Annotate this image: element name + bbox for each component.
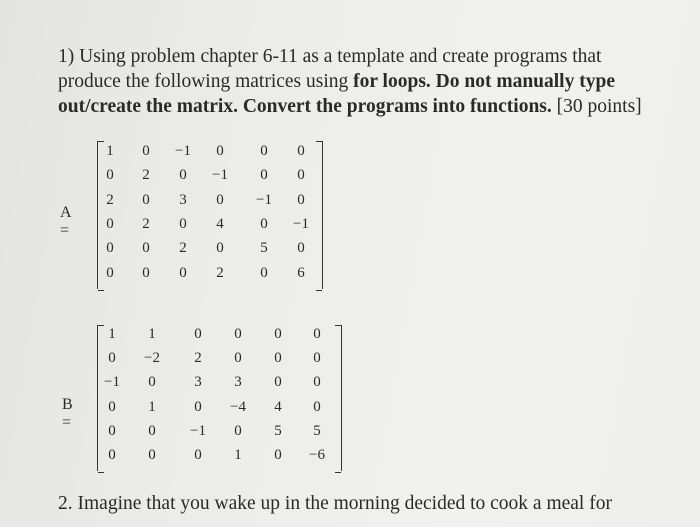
problem-1 (58, 44, 668, 119)
matrix-a-cell-r5-c4: 0 (216, 240, 224, 256)
matrix-a-cell-r6-c3: 0 (179, 265, 187, 281)
matrix-b-cell-r3-c5: 0 (274, 374, 282, 390)
matrix-a-cell-r4-c5: 0 (260, 216, 268, 232)
matrix-a-cell-r1-c2: 0 (142, 143, 150, 159)
matrix-a-cell-r5-c2: 0 (142, 240, 150, 256)
matrix-b-cell-r4-c4: −4 (230, 399, 246, 415)
matrix-b-cell-r5-c6: 5 (313, 423, 321, 439)
matrix-b-cell-r3-c2: 0 (148, 374, 156, 390)
matrix-a-cell-r3-c4: 0 (216, 192, 224, 208)
matrix-a-cell-r1-c5: 0 (260, 143, 268, 159)
problem-2 (58, 491, 698, 516)
matrix-b-cell-r4-c6: 0 (313, 399, 321, 415)
matrix-a-cell-r6-c4: 2 (216, 265, 224, 281)
matrix-a-cell-r2-c5: 0 (260, 167, 268, 183)
matrix-b-cell-r5-c5: 5 (274, 423, 282, 439)
matrix-b-cell-r6-c6: −6 (309, 447, 325, 463)
matrix-a-cell-r4-c1: 0 (106, 216, 114, 232)
matrix-a-cell-r1-c3: −1 (175, 143, 191, 159)
matrix-a-cell-r3-c1: 2 (106, 192, 114, 208)
matrix-b-cell-r1-c4: 0 (234, 326, 242, 342)
matrix-b-label: B = (62, 396, 73, 431)
matrix-b-cell-r1-c2: 1 (148, 326, 156, 342)
matrix-a-cell-r3-c2: 0 (142, 192, 150, 208)
matrix-a-cell-r5-c6: 0 (297, 240, 305, 256)
matrix-b-cell-r4-c5: 4 (274, 399, 282, 415)
matrix-b-cell-r3-c3: 3 (194, 374, 202, 390)
matrix-a-cell-r3-c6: 0 (297, 192, 305, 208)
matrix-b-cell-r3-c4: 3 (234, 374, 242, 390)
problem-2-text: 2. Imagine that you wake up in the morning decided to cook a meal for (58, 493, 612, 514)
matrix-a-cell-r6-c1: 0 (106, 265, 114, 281)
matrix-b-cell-r1-c5: 0 (274, 326, 282, 342)
matrix-a-cell-r4-c6: −1 (293, 216, 309, 232)
matrix-b-cell-r5-c1: 0 (108, 423, 116, 439)
matrix-b-cell-r4-c2: 1 (148, 399, 156, 415)
matrix-b-cell-r2-c2: −2 (144, 350, 160, 366)
matrix-b-cell-r6-c3: 0 (194, 447, 202, 463)
problem-1-instructions-bold: for loops. Do not manually type out/create the matrix. Convert the programs into functions. (58, 71, 615, 117)
matrix-b-cell-r2-c5: 0 (274, 350, 282, 366)
matrix-b-cell-r5-c4: 0 (234, 423, 242, 439)
matrix-a-cell-r3-c5: −1 (256, 192, 272, 208)
matrix-b-cell-r3-c1: −1 (104, 374, 120, 390)
matrix-b-cell-r3-c6: 0 (313, 374, 321, 390)
matrix-a-cell-r1-c6: 0 (297, 143, 305, 159)
matrix-a-cell-r2-c4: −1 (212, 167, 228, 183)
matrix-a-cell-r2-c6: 0 (297, 167, 305, 183)
matrix-b (97, 325, 342, 471)
matrix-a-cell-r5-c3: 2 (179, 240, 187, 256)
matrix-b-cell-r2-c6: 0 (313, 350, 321, 366)
matrix-b-cell-r1-c3: 0 (194, 326, 202, 342)
problem-1-text (58, 44, 668, 119)
matrix-a-cell-r4-c4: 4 (216, 216, 224, 232)
matrix-a-cell-r6-c6: 6 (297, 265, 305, 281)
matrix-a-cell-r2-c2: 2 (142, 167, 150, 183)
matrix-a-cell-r6-c5: 0 (260, 265, 268, 281)
matrix-a (97, 141, 323, 289)
matrix-b-cell-r4-c3: 0 (194, 399, 202, 415)
problem-1-points: [30 points] (551, 96, 642, 117)
matrix-a-cell-r5-c5: 5 (260, 240, 268, 256)
matrix-a-cell-r3-c3: 3 (179, 192, 187, 208)
matrix-b-cell-r2-c4: 0 (234, 350, 242, 366)
matrix-a-cell-r1-c1: 1 (106, 143, 114, 159)
matrix-b-cell-r5-c3: −1 (190, 423, 206, 439)
matrix-a-cell-r2-c1: 0 (106, 167, 114, 183)
matrix-b-cell-r4-c1: 0 (108, 399, 116, 415)
matrix-b-cell-r5-c2: 0 (148, 423, 156, 439)
problem-1-intro: 1) Using problem chapter 6-11 as a template and create programs that produce the following matrices using (58, 46, 602, 92)
matrix-a-label: A = (60, 204, 71, 239)
matrix-b-cell-r2-c3: 2 (194, 350, 202, 366)
matrix-b-cell-r6-c4: 1 (234, 447, 242, 463)
matrix-a-cell-r1-c4: 0 (216, 143, 224, 159)
matrix-b-cell-r1-c1: 1 (108, 326, 116, 342)
matrix-a-cell-r2-c3: 0 (179, 167, 187, 183)
matrix-a-cell-r4-c2: 2 (142, 216, 150, 232)
matrix-b-cell-r6-c5: 0 (274, 447, 282, 463)
matrix-b-cell-r6-c1: 0 (108, 447, 116, 463)
matrix-b-cell-r1-c6: 0 (313, 326, 321, 342)
matrix-b-cell-r6-c2: 0 (148, 447, 156, 463)
matrix-a-cell-r4-c3: 0 (179, 216, 187, 232)
matrix-a-cell-r5-c1: 0 (106, 240, 114, 256)
matrix-a-cell-r6-c2: 0 (142, 265, 150, 281)
matrix-b-cell-r2-c1: 0 (108, 350, 116, 366)
